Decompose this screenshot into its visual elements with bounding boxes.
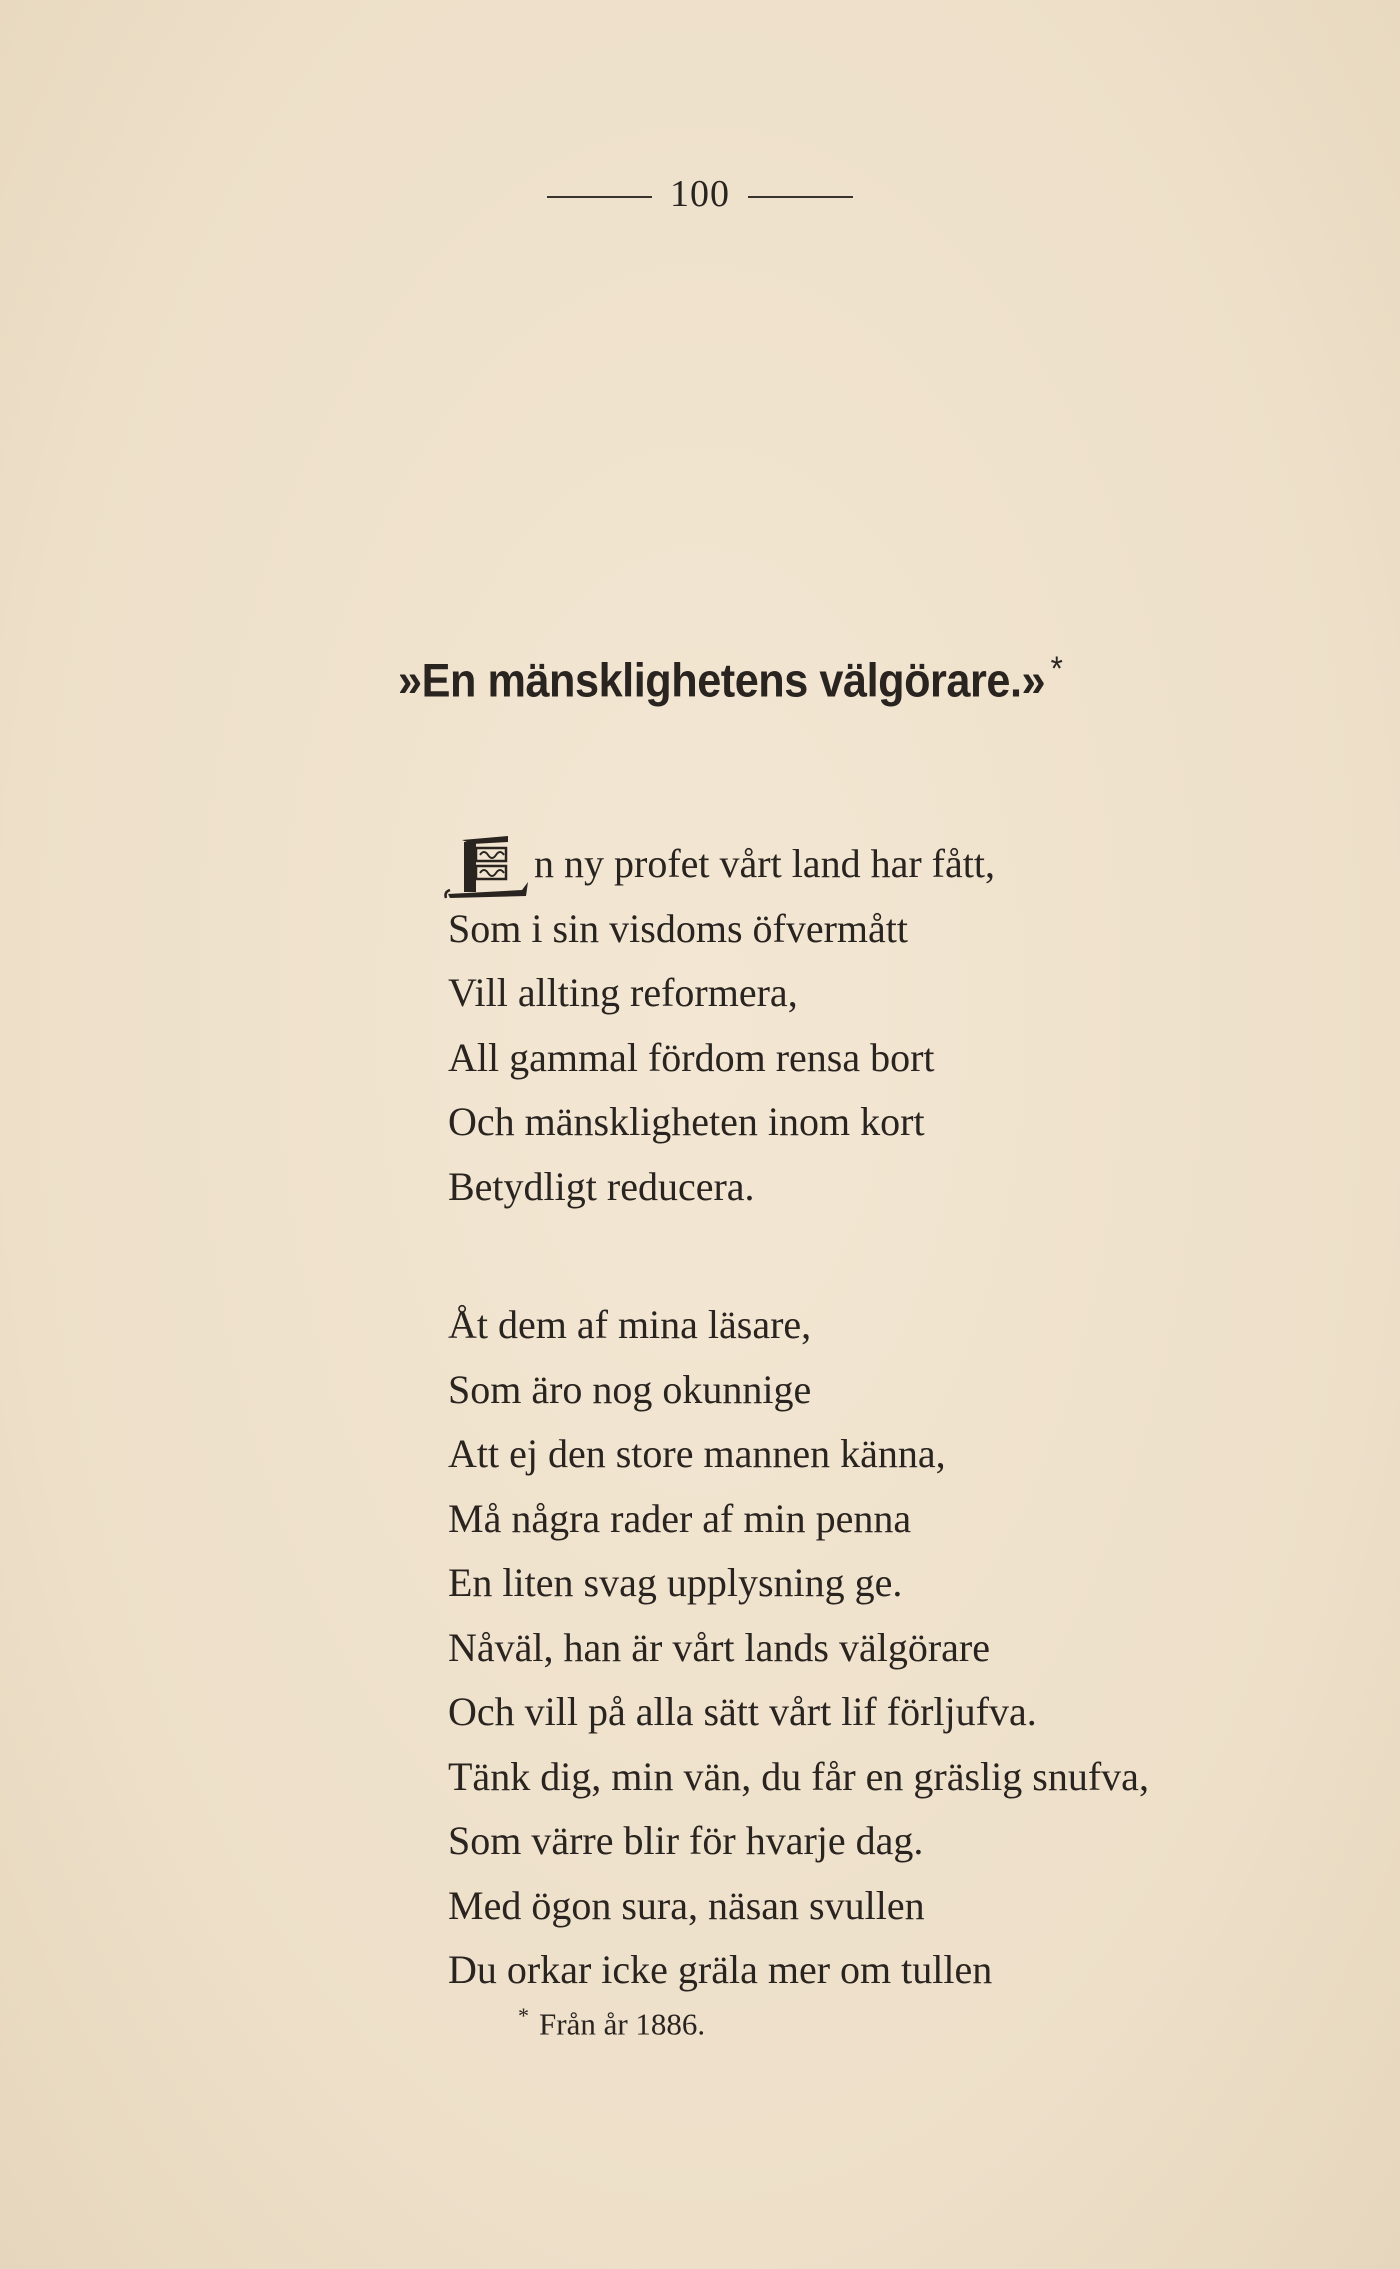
poem-line: Som i sin visdoms öfvermått	[448, 905, 908, 951]
title-footnote-marker: *	[1050, 650, 1063, 688]
poem-line: Och mänskligheten inom kort	[448, 1099, 925, 1144]
poem-line: Betydligt reducera.	[448, 1163, 755, 1209]
poem-line: Vill allting reformera,	[448, 970, 798, 1015]
footnote	[518, 2003, 705, 2042]
poem-line: All gammal fördom rensa bort	[448, 1034, 935, 1080]
footnote-text: Från år 1886.	[539, 2006, 706, 2042]
stanza-2	[448, 1293, 1149, 2003]
header-rule-right	[748, 196, 853, 198]
poem-title-text: »En mänsklighetens välgörare.»	[398, 653, 1046, 707]
decorative-initial-e-icon	[442, 828, 534, 902]
header-rule-left	[547, 196, 652, 198]
page-header	[0, 172, 1400, 216]
stanza-1	[448, 832, 995, 1219]
poem-line: Med ögon sura, näsan svullen	[448, 1882, 925, 1928]
poem-line: Må några rader af min penna	[448, 1495, 912, 1541]
poem-title	[398, 650, 1062, 708]
poem-line: Som värre blir för hvarje dag.	[448, 1818, 924, 1863]
first-line-text: n ny profet vårt land har fått,	[534, 841, 995, 886]
poem-line: Att ej den store mannen känna,	[448, 1431, 946, 1476]
poem-line: Nåväl, han är vårt lands välgörare	[448, 1624, 990, 1670]
poem-line: Som äro nog okunnige	[448, 1366, 812, 1412]
poem-line: En liten svag upplysning ge.	[448, 1560, 903, 1605]
page-number: 100	[670, 173, 730, 215]
poem-line: Tänk dig, min vän, du får en gräslig snufva,	[448, 1753, 1149, 1799]
poem-line: Och vill på alla sätt vårt lif förljufva.	[448, 1689, 1037, 1734]
poem-line: Åt dem af mina läsare,	[448, 1302, 812, 1347]
poem-line: Du orkar icke gräla mer om tullen	[448, 1947, 993, 1992]
footnote-marker: *	[518, 2003, 529, 2028]
poem-line	[448, 832, 995, 897]
